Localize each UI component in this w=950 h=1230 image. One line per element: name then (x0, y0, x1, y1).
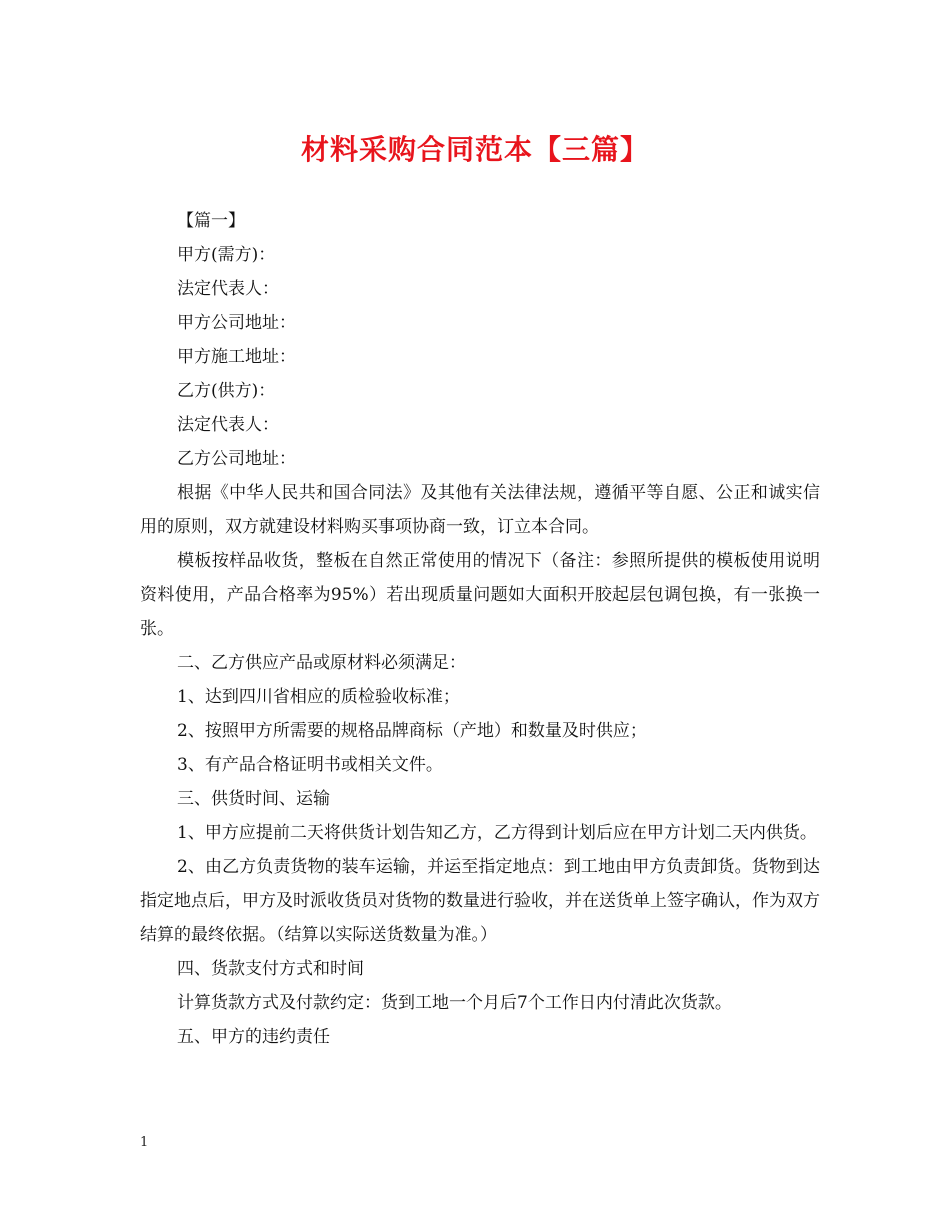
party-b-legal-rep: 法定代表人： (177, 415, 279, 435)
party-a-company-address: 甲方公司地址： (177, 313, 296, 333)
contract-preamble: 根据《中华人民共和国合同法》及其他有关法律法规，遵循平等自愿、公正和诚实信用的原则，双方就建设材料购买事项协商一致，订立本合同。 (140, 483, 820, 537)
party-a-legal-rep: 法定代表人： (177, 279, 279, 299)
delivery-item-2: 2、由乙方负责货物的装车运输，并运至指定地点：到工地由甲方负责卸货。货物到达指定地点后，甲方及时派收货员对货物的数量进行验收，并在送货单上签字确认，作为双方结算的最终依据。（结算以实际送货数量为准。） (140, 857, 820, 945)
quality-clause: 模板按样品收货，整板在自然正常使用的情况下（备注：参照所提供的模板使用说明资料使用，产品合格率为95%）若出现质量问题如大面积开胶起层包调包换，有一张换一张。 (140, 551, 820, 639)
payment-terms: 计算货款方式及付款约定：货到工地一个月后7个工作日内付清此次货款。 (177, 993, 732, 1013)
party-b-label: 乙方(供方)： (177, 381, 276, 401)
delivery-item-1: 1、甲方应提前二天将供货计划告知乙方，乙方得到计划后应在甲方计划二天内供货。 (177, 823, 817, 843)
party-a-label: 甲方(需方)： (177, 245, 276, 265)
requirement-item-2: 2、按照甲方所需要的规格品牌商标（产地）和数量及时供应； (177, 721, 647, 741)
section-two-heading: 二、乙方供应产品或原材料必须满足： (177, 653, 466, 673)
party-a-site-address: 甲方施工地址： (177, 347, 296, 367)
requirement-item-1: 1、达到四川省相应的质检验收标准； (177, 687, 460, 707)
section-five-heading: 五、甲方的违约责任 (177, 1027, 330, 1047)
document-body (140, 204, 820, 1054)
section-heading-part-one: 【篇一】 (177, 211, 245, 231)
section-three-heading: 三、供货时间、运输 (177, 789, 330, 809)
document-title: 材料采购合同范本【三篇】 (300, 133, 649, 166)
party-b-company-address: 乙方公司地址： (177, 449, 296, 469)
section-four-heading: 四、货款支付方式和时间 (177, 959, 364, 979)
requirement-item-3: 3、有产品合格证明书或相关文件。 (177, 755, 443, 775)
page-number: 1 (140, 1135, 149, 1150)
